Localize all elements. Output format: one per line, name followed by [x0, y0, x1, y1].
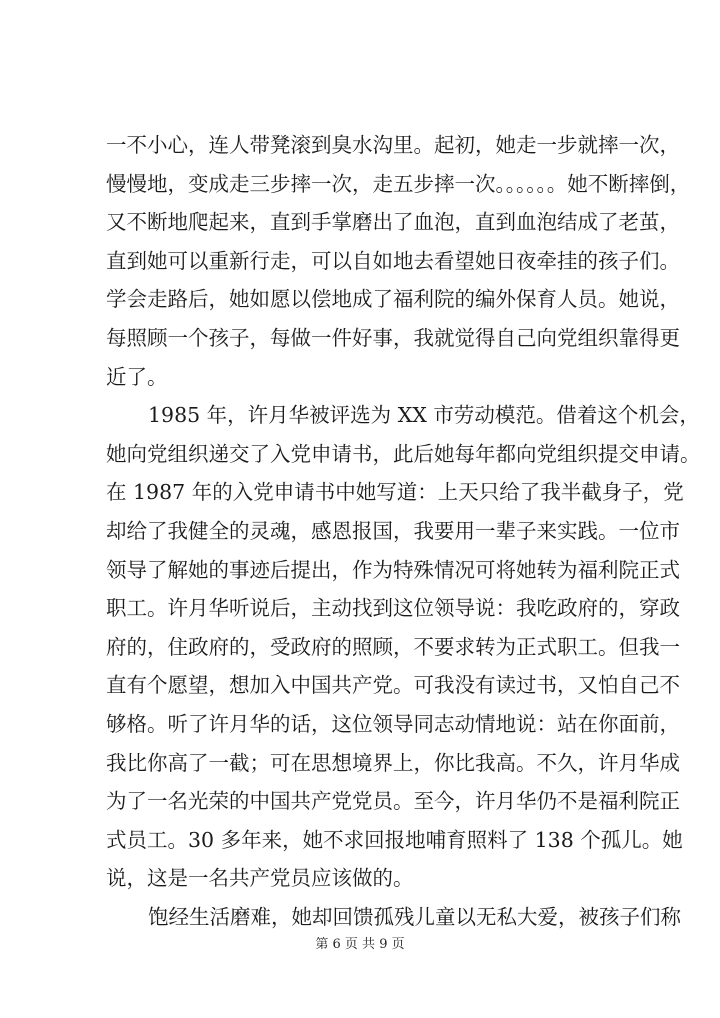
- page-footer: [0, 935, 720, 955]
- page-number: 第 6 页 共 9 页: [315, 937, 405, 952]
- text-line: 又不断地爬起来，直到手掌磨出了血泡，直到血泡结成了老茧，: [106, 210, 680, 235]
- text-line: 近了。: [106, 364, 168, 389]
- body-text: [106, 126, 701, 936]
- text-line: 慢慢地，变成走三步摔一次，走五步摔一次。。。。。。她不断摔倒，: [106, 171, 691, 196]
- text-line: 够格。听了许月华的话，这位领导同志动情地说：站在你面前，: [106, 711, 680, 736]
- text-line: 直到她可以重新行走，可以自如地去看望她日夜牵挂的孩子们。: [106, 248, 680, 273]
- text-line: 职工。许月华听说后，主动找到这位领导说：我吃政府的，穿政: [106, 596, 680, 621]
- text-line: 式员工。30 多年来，她不求回报地哺育照料了 138 个孤儿。她: [106, 827, 683, 852]
- text-line: 为了一名光荣的中国共产党党员。至今，许月华仍不是福利院正: [106, 789, 680, 814]
- text-line: 学会走路后，她如愿以偿地成了福利院的编外保育人员。她说，: [106, 287, 680, 312]
- text-line: 我比你高了一截；可在思想境界上，你比我高。不久，许月华成: [106, 750, 680, 775]
- text-line: 一不小心，连人带凳滚到臭水沟里。起初，她走一步就摔一次，: [106, 133, 680, 157]
- text-line: 领导了解她的事迹后提出，作为特殊情况可将她转为福利院正式: [106, 557, 680, 582]
- text-line: 却给了我健全的灵魂，感恩报国，我要用一辈子来实践。一位市: [106, 518, 680, 543]
- text-line: 说，这是一名共产党员应该做的。: [106, 866, 414, 891]
- text-line: 在 1987 年的入党申请书中她写道：上天只给了我半截身子，党: [106, 480, 684, 505]
- text-line: 直有个愿望，想加入中国共产党。可我没有读过书，又怕自己不: [106, 673, 680, 698]
- text-line: 她向党组织递交了入党申请书，此后她每年都向党组织提交申请。: [106, 441, 701, 466]
- paragraph-start-line: 1985 年，许月华被评选为 XX 市劳动模范。借着这个机会，: [148, 403, 700, 428]
- paragraph-start-line: 饱经生活磨难，她却回馈孤残儿童以无私大爱，被孩子们称: [148, 904, 681, 929]
- text-line: 每照顾一个孩子，每做一件好事，我就觉得自己向党组织靠得更: [106, 325, 680, 350]
- text-line: 府的，住政府的，受政府的照顾，不要求转为正式职工。但我一: [106, 634, 680, 659]
